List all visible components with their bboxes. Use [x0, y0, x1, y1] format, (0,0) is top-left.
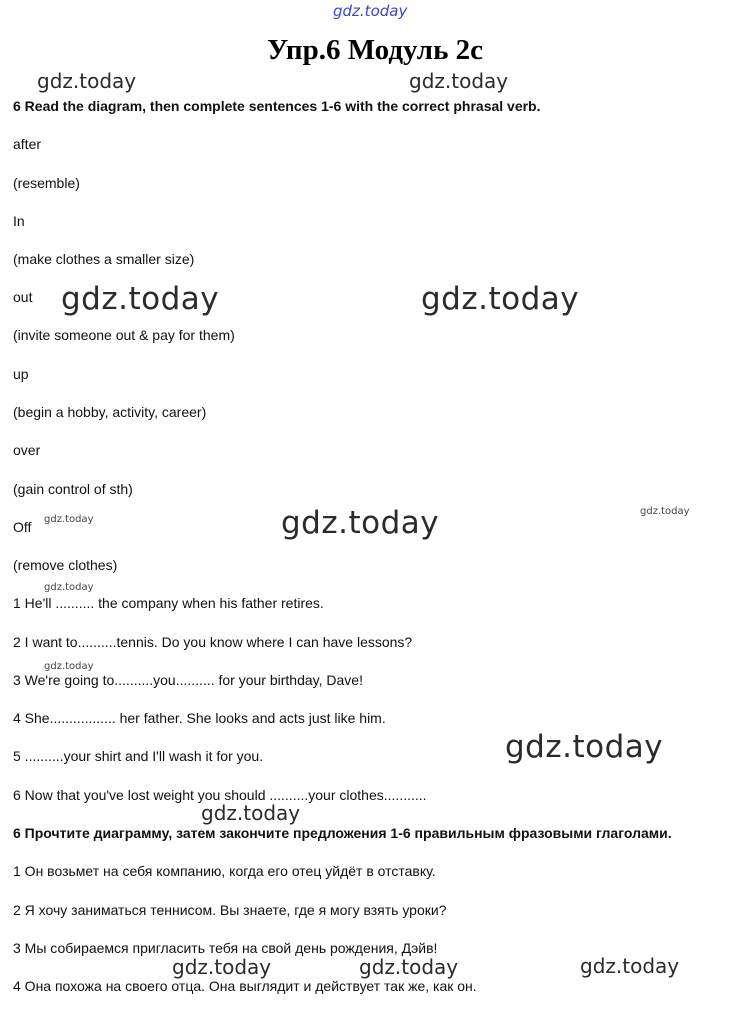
phrasal-meaning-resemble: (resemble)	[13, 175, 80, 191]
sentence-en-1: 1 He'll .......... the company when his father retires.	[13, 595, 324, 611]
watermark: gdz.today	[172, 955, 272, 979]
sentence-en-3: 3 We're going to..........you.......... for your birthday, Dave!	[13, 672, 363, 688]
phrasal-meaning-begin: (begin a hobby, activity, career)	[13, 404, 207, 420]
phrasal-meaning-smaller: (make clothes a smaller size)	[13, 251, 195, 267]
watermark: gdz.today	[640, 506, 690, 517]
watermark: gdz.today	[580, 954, 680, 978]
watermark: gdz.today	[201, 801, 301, 825]
watermark: gdz.today	[505, 729, 664, 765]
sentence-ru-1: 1 Он возьмет на себя компанию, когда его отец уйдёт в отставку.	[13, 863, 436, 879]
watermark: gdz.today	[61, 281, 220, 317]
watermark: gdz.today	[44, 514, 94, 525]
sentence-ru-4: 4 Она похожа на своего отца. Она выглядит и действует так же, как он.	[13, 978, 477, 994]
phrasal-meaning-remove: (remove clothes)	[13, 557, 118, 573]
phrasal-particle-up: up	[13, 366, 29, 382]
watermark: gdz.today	[409, 69, 509, 93]
site-logo: gdz.today	[333, 2, 408, 20]
watermark: gdz.today	[37, 69, 137, 93]
task-heading-en: 6 Read the diagram, then complete sentences 1-6 with the correct phrasal verb.	[13, 98, 541, 114]
phrasal-meaning-invite: (invite someone out & pay for them)	[13, 327, 235, 343]
phrasal-particle-out: out	[13, 289, 33, 305]
watermark: gdz.today	[421, 281, 580, 317]
sentence-en-6: 6 Now that you've lost weight you should ..........your clothes...........	[13, 787, 427, 803]
phrasal-particle-after: after	[13, 136, 42, 152]
watermark: gdz.today	[44, 661, 94, 672]
watermark: gdz.today	[281, 505, 440, 541]
page-title: Упр.6 Модуль 2с	[266, 34, 484, 66]
sentence-en-5: 5 ..........your shirt and I'll wash it for you.	[13, 748, 264, 764]
phrasal-particle-over: over	[13, 442, 41, 458]
sentence-en-4: 4 She................. her father. She looks and acts just like him.	[13, 710, 386, 726]
sentence-en-2: 2 I want to..........tennis. Do you know where I can have lessons?	[13, 634, 413, 650]
watermark: gdz.today	[359, 955, 459, 979]
sentence-ru-3: 3 Мы собираемся пригласить тебя на свой день рождения, Дэйв!	[13, 940, 438, 956]
task-heading-ru: 6 Прочтите диаграмму, затем закончите предложения 1-6 правильным фразовыми глаголами.	[13, 825, 672, 841]
sentence-ru-2: 2 Я хочу заниматься теннисом. Вы знаете, где я могу взять уроки?	[13, 902, 447, 918]
phrasal-meaning-gain-control: (gain control of sth)	[13, 481, 133, 497]
watermark: gdz.today	[44, 582, 94, 593]
phrasal-particle-in: In	[13, 213, 25, 229]
phrasal-particle-off: Off	[13, 519, 32, 535]
